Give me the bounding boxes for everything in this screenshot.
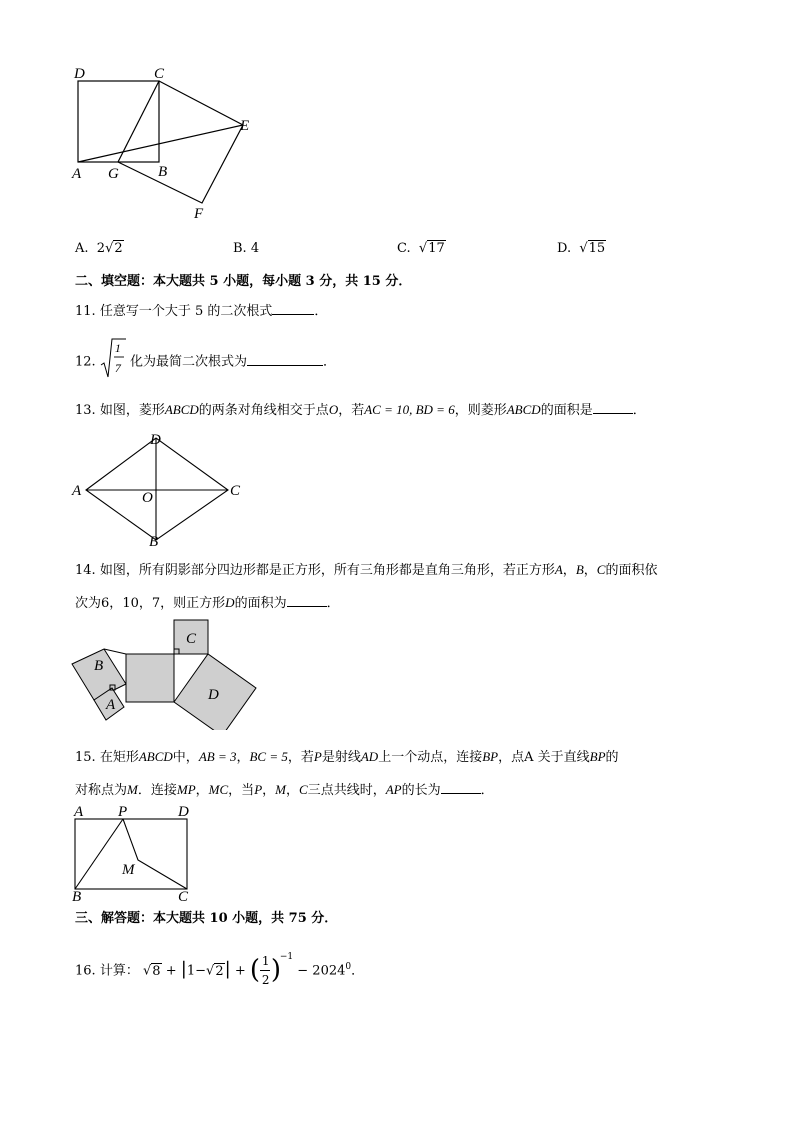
label-e: E: [240, 118, 250, 134]
label-a: A: [106, 697, 116, 713]
label-f: F: [194, 206, 204, 222]
square-gcef: [118, 81, 243, 203]
question-16: 16. 计算： √8 + |1−√2| + ( 1 2 ) $^{-1} - 2024^0$．: [75, 952, 365, 987]
question-11: 11. 任意写一个大于 5 的二次根式 ．: [75, 304, 328, 319]
label-m: M: [122, 862, 135, 878]
label-a: A: [72, 483, 82, 499]
question-14-line-1: 14. 如图，所有阴影部分四边形都是正方形，所有三角形都是直角三角形，若正方形A，B，C的面积依: [75, 562, 658, 578]
answer-blank[interactable]: [593, 401, 633, 414]
label-c: C: [230, 483, 241, 499]
segment-cg: [118, 81, 159, 162]
section-3-heading: 三、解答题：本大题共 10 小题，共 75 分．: [75, 911, 338, 926]
option-c: C. √17: [397, 241, 445, 256]
figure-q10: [60, 58, 270, 228]
option-a: A. 2√2: [75, 241, 123, 256]
segment-ae: [78, 125, 243, 162]
label-d: D: [208, 687, 219, 703]
label-c: C: [178, 889, 189, 905]
half-power: ( 1 2 ): [249, 954, 282, 987]
label-a: A: [74, 804, 84, 820]
label-d: D: [150, 432, 161, 448]
question-15-line-2: 对称点为M．连接MP，MC，当P，M，C三点共线时，AP的长为 ．: [75, 782, 494, 798]
rhombus-abcd: [86, 438, 228, 540]
label-c: C: [154, 66, 165, 82]
answer-blank[interactable]: [287, 594, 327, 607]
label-g: G: [108, 166, 119, 182]
question-15-line-1: 15. 在矩形ABCD中，AB = 3，BC = 5，若P是射线AD上一个动点，连接BP，点A 关于直线BP的: [75, 749, 619, 765]
answer-blank[interactable]: [272, 302, 314, 315]
option-d: D. √15: [557, 241, 606, 256]
square-b: [72, 649, 126, 700]
segment-bp: [75, 819, 123, 889]
label-b: B: [94, 658, 104, 674]
section-2-heading: 二、填空题：本大题共 5 小题，每小题 3 分，共 15 分．: [75, 274, 412, 289]
figure-q13: [68, 430, 253, 550]
figure-q15: [66, 803, 206, 905]
label-a: A: [72, 166, 82, 182]
label-c: C: [186, 631, 197, 647]
answer-blank[interactable]: [441, 781, 481, 794]
label-b: B: [149, 534, 159, 550]
question-12: 12. 1 7 化为最简二次根式为 ．: [75, 345, 336, 379]
question-14-line-2: 次为6，10，7，则正方形D的面积为 ．: [75, 595, 340, 611]
center-square: [126, 654, 174, 702]
label-p: P: [118, 804, 128, 820]
answer-blank[interactable]: [247, 353, 323, 366]
question-13: 13. 如图，菱形ABCD的两条对角线相交于点O，若AC = 10, BD = 6，则菱形ABCD的面积是 ．: [75, 402, 646, 418]
segment-pmc: [123, 819, 187, 889]
figure-q14: [60, 612, 265, 730]
label-d: D: [74, 66, 85, 82]
label-o: O: [142, 490, 153, 506]
option-b: B. 4: [233, 241, 260, 256]
square-abcd: [78, 81, 159, 162]
label-d: D: [178, 804, 189, 820]
label-b: B: [158, 164, 168, 180]
sqrt-one-seventh: 1 7: [100, 345, 126, 379]
label-b: B: [72, 889, 82, 905]
